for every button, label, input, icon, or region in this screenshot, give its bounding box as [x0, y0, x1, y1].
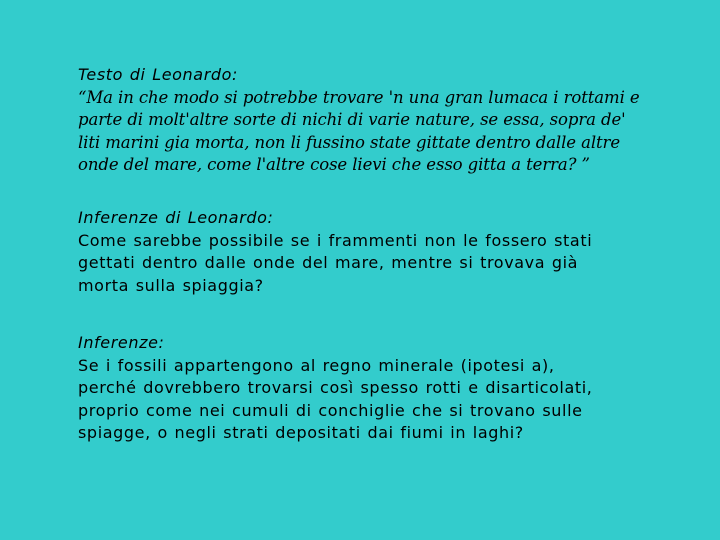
inferences-line: spiagge, o negli strati depositati dai fiumi in laghi? — [78, 423, 524, 442]
inferences-section — [78, 332, 678, 445]
leonardo-inferences-line: Come sarebbe possibile se i frammenti non le fossero stati — [78, 230, 593, 250]
leonardo-inferences-heading: Inferenze di Leonardo: — [78, 208, 274, 227]
quote-section — [78, 64, 678, 177]
inferences-line: Se i fossili appartengono al regno minerale (ipotesi a), — [78, 355, 555, 375]
inferences-line: proprio come nei cumuli di conchiglie che si trovano sulle — [78, 400, 583, 420]
quote-line: “Ma in che modo si potrebbe trovare 'n una gran lumaca i rottami e — [78, 87, 640, 107]
quote-heading: Testo di Leonardo: — [78, 65, 239, 84]
leonardo-inferences-section — [78, 207, 678, 297]
inferences-line: perché dovrebbero trovarsi così spesso rotti e disarticolati, — [78, 378, 593, 397]
quote-line: parte di molt'altre sorte di nichi di varie nature, se essa, sopra de' — [78, 110, 626, 129]
leonardo-inferences-line: morta sulla spiaggia? — [78, 275, 264, 295]
inferences-heading: Inferenze: — [78, 333, 165, 352]
leonardo-inferences-line: gettati dentro dalle onde del mare, mentre si trovava già — [78, 253, 579, 272]
quote-line: onde del mare, come l'altre cose lievi che esso gitta a terra? ” — [78, 155, 590, 174]
quote-line: liti marini gia morta, non li fussino state gittate dentro dalle altre — [78, 132, 620, 152]
